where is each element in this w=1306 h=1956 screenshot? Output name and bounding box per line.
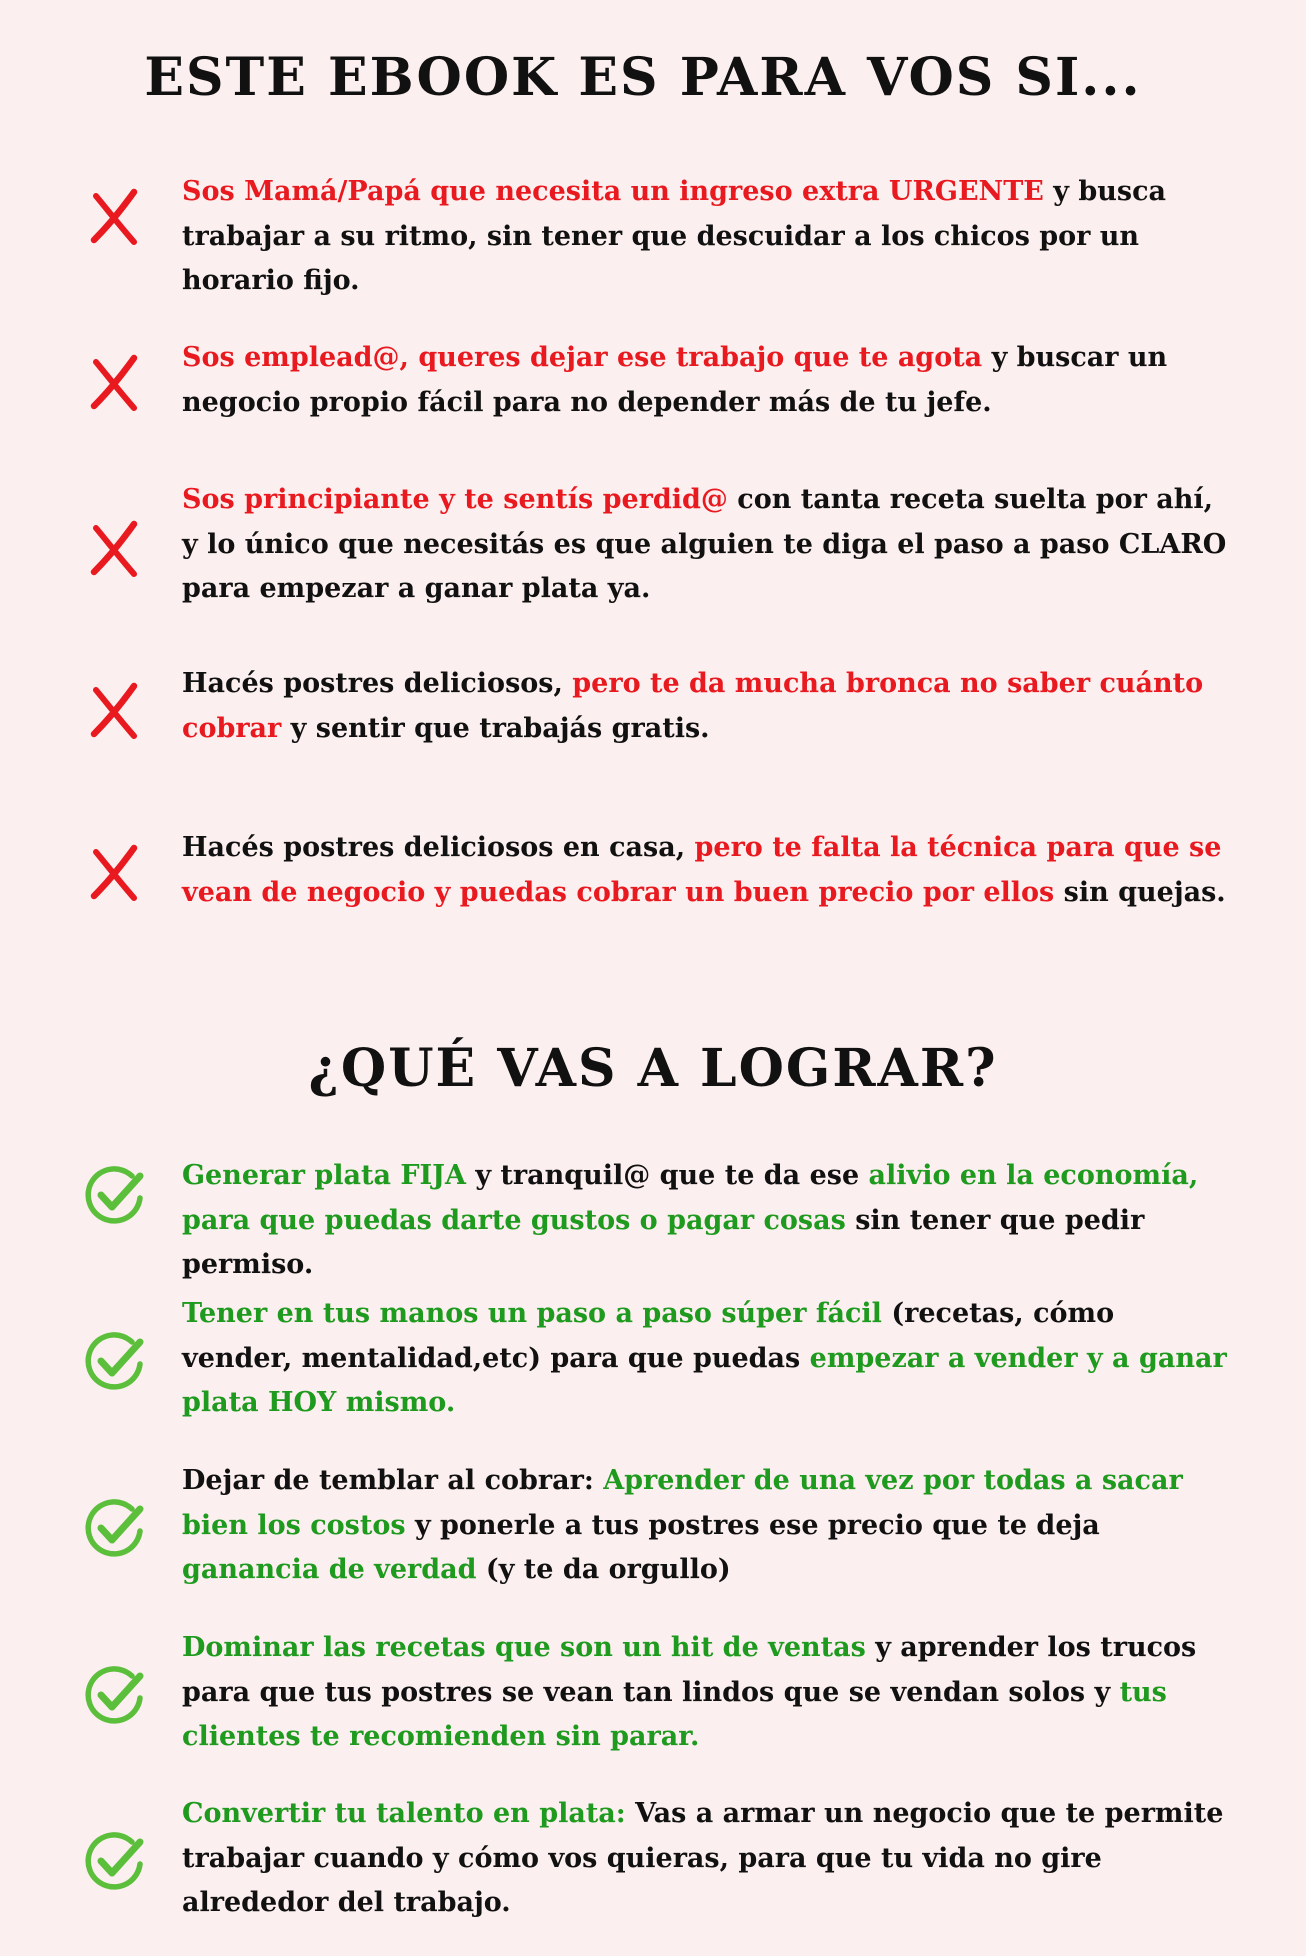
red-x-icon	[82, 516, 148, 582]
list-item-text	[182, 478, 1232, 612]
highlight-segment: Sos Mamá/Papá que necesita un ingreso extra URGENTE	[182, 176, 1044, 207]
highlight-segment: Sos principiante y te sentís perdid@	[182, 484, 728, 515]
section-title-para-vos: ESTE EBOOK ES PARA VOS SI...	[144, 47, 1142, 108]
green-check-circle-icon	[82, 1495, 148, 1561]
highlight-segment: Sos emplead@, queres dejar ese trabajo que te agota	[182, 342, 983, 373]
list-item-text	[182, 1292, 1232, 1426]
text-segment: Vas a armar un negocio que te permite trabajar cuando y cómo vos quieras, para que tu vida no gire alrededor del trabajo.	[182, 1798, 1224, 1918]
text-segment: y busca trabajar a su ritmo, sin tener que descuidar a los chicos por un horario fijo.	[182, 176, 1167, 296]
section-title-que-vas-a-lograr: ¿QUÉ VAS A LOGRAR?	[308, 1038, 998, 1099]
text-segment: y buscar un negocio propio fácil para no depender más de tu jefe.	[182, 342, 1168, 418]
green-check-circle-icon	[82, 1828, 148, 1894]
highlight-segment: ganancia de verdad	[182, 1554, 477, 1585]
highlight-segment: Convertir tu talento en plata:	[182, 1798, 626, 1829]
text-segment: y sentir que trabajás gratis.	[281, 712, 710, 744]
text-segment: y tranquil@ que te da ese	[465, 1160, 869, 1191]
highlight-segment: Aprender de una vez por todas a sacar bien los costos	[182, 1465, 1183, 1541]
highlight-segment: empezar a vender y a ganar plata HOY mismo.	[182, 1342, 1227, 1418]
text-segment: con tanta receta suelta por ahí, y lo único que necesitás es que alguien te diga el paso a paso CLARO para empezar a ganar plata ya.	[182, 484, 1227, 604]
list-item-text	[182, 1154, 1232, 1288]
list-item-text	[182, 1459, 1232, 1593]
list-item-text	[182, 1626, 1232, 1760]
green-check-circle-icon	[82, 1328, 148, 1394]
text-segment: (y te da orgullo)	[476, 1554, 731, 1585]
list-item-text	[182, 170, 1232, 304]
list-item-text	[182, 336, 1232, 425]
text-segment: y aprender los trucos para que tus postres se vean tan lindos que se vendan solos y	[182, 1632, 1197, 1708]
highlight-segment: pero te da mucha bronca no saber cuánto cobrar	[182, 668, 1204, 744]
green-check-circle-icon	[82, 1662, 148, 1728]
text-segment: sin quejas.	[1054, 876, 1226, 908]
text-segment: (recetas, cómo vender, mentalidad,etc) para que puedas	[182, 1298, 1115, 1374]
highlight-segment: tus clientes te recomienden sin parar.	[182, 1676, 1167, 1752]
text-segment: sin tener que pedir permiso.	[182, 1204, 1145, 1280]
highlight-segment: Generar plata FIJA	[182, 1160, 466, 1191]
highlight-segment: Dominar las recetas que son un hit de ventas	[182, 1632, 866, 1663]
highlight-segment: pero te falta la técnica para que se vean de negocio y puedas cobrar un buen precio por ellos	[182, 832, 1222, 908]
red-x-icon	[82, 840, 148, 906]
highlight-segment: alivio en la economía, para que puedas darte gustos o pagar cosas	[182, 1160, 1199, 1236]
list-item-text	[182, 662, 1232, 751]
list-item-text	[182, 826, 1232, 915]
text-segment: Hacés postres deliciosos en casa,	[182, 832, 695, 863]
green-check-circle-icon	[82, 1162, 148, 1228]
text-segment: Dejar de temblar al cobrar:	[182, 1465, 604, 1496]
red-x-icon	[82, 350, 148, 416]
red-x-icon	[82, 678, 148, 744]
text-segment: Hacés postres deliciosos,	[182, 668, 573, 699]
red-x-icon	[82, 184, 148, 250]
text-segment: y ponerle a tus postres ese precio que te deja	[405, 1509, 1100, 1541]
highlight-segment: Tener en tus manos un paso a paso súper fácil	[182, 1298, 882, 1329]
list-item-text	[182, 1792, 1232, 1926]
